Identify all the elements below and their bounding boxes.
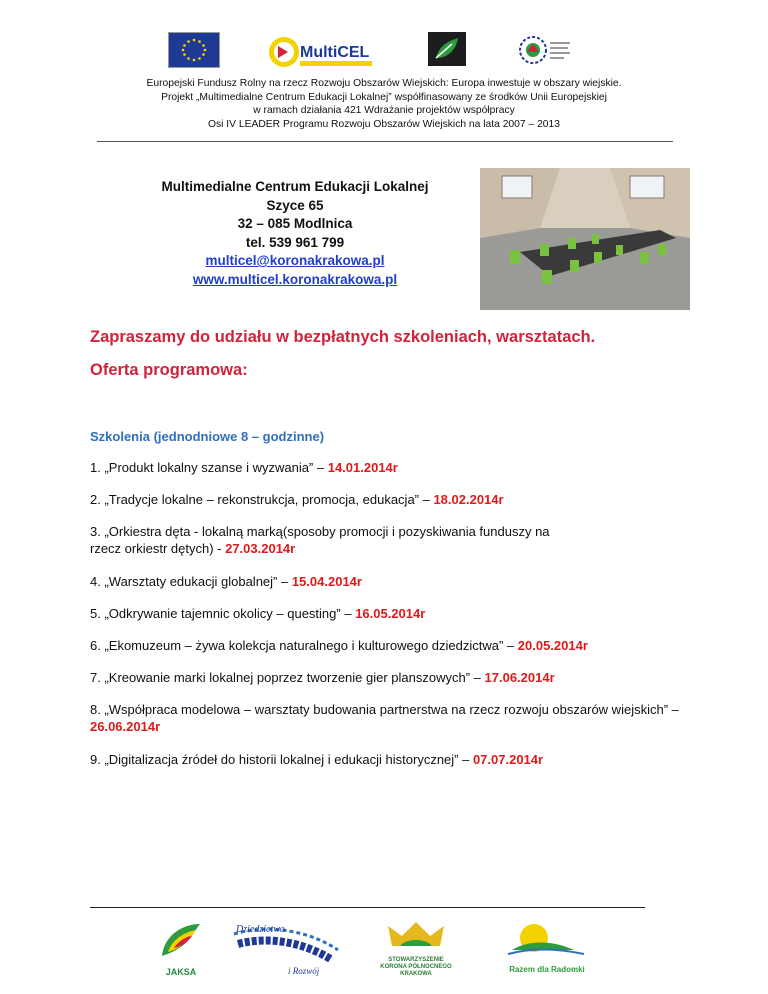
- jaksa-logo: [158, 918, 204, 977]
- eu-flag-logo: [168, 32, 220, 68]
- funding-statement: [90, 77, 678, 132]
- postal-address: 32 – 085 Modlnica: [237, 216, 353, 231]
- item-title: 1. „Produkt lokalny szanse i wyzwania” –: [90, 460, 328, 475]
- item-title: 2. „Tradycje lokalne – rekonstrukcja, promocja, edukacja” –: [90, 492, 434, 507]
- list-item: [90, 751, 690, 768]
- funding-line: w ramach działania 421 Wdrażanie projektów współpracy: [253, 105, 515, 117]
- dziedzictwo-logo: [228, 920, 344, 976]
- item-date: 14.01.2014r: [327, 460, 398, 475]
- street-address: Szyce 65: [266, 197, 324, 213]
- email-link[interactable]: multicel@koronakrakowa.pl: [205, 253, 385, 268]
- item-date: 18.02.2014r: [433, 492, 504, 507]
- website-link[interactable]: www.multicel.koronakrakowa.pl: [192, 271, 398, 287]
- organization-name: Multimedialne Centrum Edukacji Lokalnej: [161, 179, 429, 194]
- korona-logo-text: STOWARZYSZENIE KORONA PÓŁNOCNEGO KRAKOWA: [380, 957, 452, 977]
- list-item: [90, 523, 560, 557]
- footer-divider: [90, 907, 645, 908]
- list-item: [90, 637, 690, 654]
- contact-block: [130, 178, 460, 289]
- list-item: [90, 605, 690, 622]
- training-room-photo: [480, 168, 690, 310]
- multicel-logo-text: MultiCEL: [300, 44, 370, 61]
- item-title: 4. „Warsztaty edukacji globalnej” –: [90, 574, 292, 589]
- list-item: [90, 669, 690, 686]
- jaksa-logo-text: JAKSA: [165, 967, 197, 977]
- item-title: 6. „Ekomuzeum – żywa kolekcja naturalnego i kulturowego dziedzictwa” –: [90, 638, 518, 653]
- list-item: [90, 573, 690, 590]
- item-date: 16.05.2014r: [355, 606, 426, 621]
- phone-number: tel. 539 961 799: [245, 234, 345, 250]
- invitation-heading: Zapraszamy do udziału w bezpłatnych szkoleniach, warsztatach.: [90, 328, 596, 346]
- item-date: 26.06.2014r: [90, 719, 161, 734]
- section-heading: Szkolenia (jednodniowe 8 – godzinne): [90, 429, 325, 444]
- item-date: 15.04.2014r: [291, 574, 362, 589]
- header-divider: [97, 141, 673, 142]
- item-title: 5. „Odkrywanie tajemnic okolicy – questing” –: [90, 606, 356, 621]
- item-date: 20.05.2014r: [517, 638, 588, 653]
- item-date: 17.06.2014r: [484, 670, 555, 685]
- item-title: 8. „Współpraca modelowa – warsztaty budowania partnerstwa na rzecz rozwoju obszarów wiejskich” –: [90, 702, 679, 717]
- funding-line: Projekt „Multimedialne Centrum Edukacji Lokalnej” współfinasowany ze środków Unii Europejskiej: [161, 91, 607, 103]
- list-item: [90, 491, 690, 508]
- leader-logo: [428, 32, 466, 66]
- offer-heading: Oferta programowa:: [90, 361, 248, 379]
- item-date: 07.07.2014r: [472, 752, 544, 767]
- razem-logo: [494, 920, 600, 974]
- funding-line: Europejski Fundusz Rolny na rzecz Rozwoju Obszarów Wiejskich: Europa inwestuje w obszary wiejskie.: [146, 78, 622, 89]
- multicel-logo: [266, 32, 376, 72]
- dziedzictwo-logo-text: Dziedzictwo: [236, 924, 285, 935]
- list-item: [90, 459, 690, 476]
- razem-logo-text: Razem dla Radomki: [509, 965, 585, 974]
- korona-logo: [378, 918, 454, 976]
- item-title: 3. „Orkiestra dęta - lokalną marką(sposoby promocji i pozyskiwania funduszy na rzecz orkiestr dętych) -: [90, 524, 550, 556]
- item-title: 7. „Kreowanie marki lokalnej poprzez tworzenie gier planszowych” –: [90, 670, 485, 685]
- list-item: [90, 701, 690, 735]
- rozwoj-logo-text: i Rozwój: [288, 966, 320, 976]
- item-title: 9. „Digitalizacja źródeł do historii lokalnej i edukacji historycznej” –: [90, 752, 473, 767]
- funding-line: Osi IV LEADER Programu Rozwoju Obszarów Wiejskich na lata 2007 – 2013: [208, 119, 560, 131]
- prow-logo: [515, 30, 575, 70]
- item-date: 27.03.2014r: [225, 541, 296, 556]
